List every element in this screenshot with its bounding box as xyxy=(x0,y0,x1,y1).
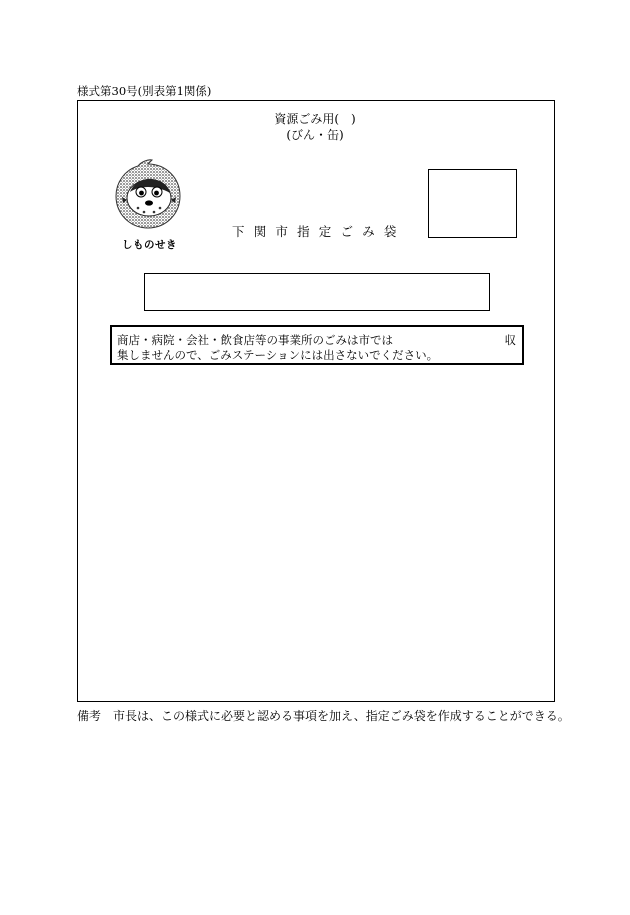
remarks-text: 市長は、この様式に必要と認める事項を加え、指定ごみ袋を作成することができる。 xyxy=(113,709,570,723)
city-logo xyxy=(108,156,188,256)
stamp-box xyxy=(428,169,517,238)
bag-name: 下関市指定ごみ袋 xyxy=(232,224,406,239)
notice-line-2: 集しませんので、ごみステーションには出さないでください。 xyxy=(117,348,439,362)
remarks-label: 備考 xyxy=(77,709,102,723)
notice-line-1-end: 収 xyxy=(504,333,516,347)
form-number: 様式第30号(別表第1関係) xyxy=(77,84,212,98)
bag-title: 資源ごみ用( ) xyxy=(274,112,356,126)
notice-box xyxy=(110,325,524,365)
remarks xyxy=(77,707,570,724)
logo-text: しものせき xyxy=(122,239,177,251)
notice-line-1: 商店・病院・会社・飲食店等の事業所のごみは市では xyxy=(117,333,393,347)
bag-subtitle: (びん・缶) xyxy=(286,128,344,142)
name-entry-box xyxy=(144,273,490,311)
pufferfish-mascot-icon xyxy=(108,156,188,236)
